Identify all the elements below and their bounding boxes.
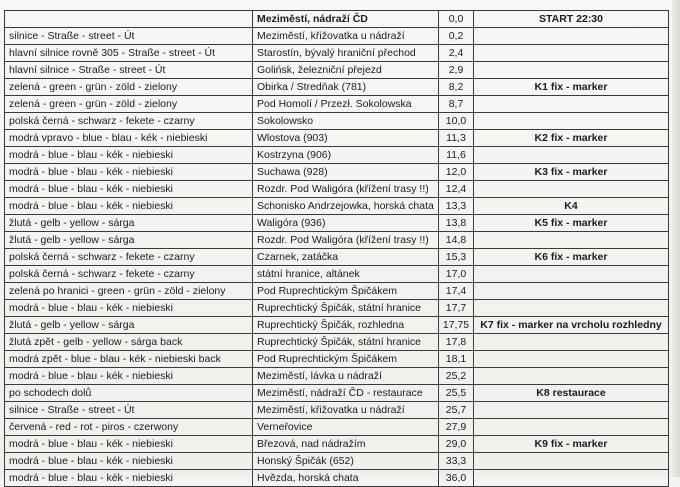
route-cell: hlavní silnice rovně 305 - Straße - street - Út	[5, 45, 253, 62]
route-cell: modrá vpravo - blue - blau - kék - niebieski	[5, 130, 253, 147]
distance-cell: 2,9	[439, 62, 474, 79]
checkpoint-cell	[474, 45, 669, 62]
place-cell: Sokolowsko	[253, 113, 439, 130]
place-cell: Meziměstí, křižovatka u nádraží	[253, 402, 439, 419]
table-row	[5, 181, 669, 198]
place-cell: Meziměstí, nádraží ČD - restaurace	[253, 385, 439, 402]
route-cell: po schodech dolů	[5, 385, 253, 402]
route-cell: modrá - blue - blau - kék - niebieski	[5, 453, 253, 470]
distance-cell: 12,0	[439, 164, 474, 181]
distance-cell: 17,4	[439, 283, 474, 300]
checkpoint-cell	[474, 419, 669, 436]
route-cell: modrá - blue - blau - kék - niebieski	[5, 164, 253, 181]
route-cell: modrá - blue - blau - kék - niebieski	[5, 300, 253, 317]
checkpoint-cell	[474, 402, 669, 419]
distance-cell: 14,8	[439, 232, 474, 249]
checkpoint-cell	[474, 283, 669, 300]
table-row	[5, 130, 669, 147]
place-cell: Obirka / Stredňak (781)	[253, 79, 439, 96]
distance-cell: 11,6	[439, 147, 474, 164]
distance-cell: 25,2	[439, 368, 474, 385]
distance-cell: 18,1	[439, 351, 474, 368]
route-cell: modrá - blue - blau - kék - niebieski	[5, 436, 253, 453]
route-cell: modrá - blue - blau - kék - niebieski	[5, 198, 253, 215]
distance-cell: 10,0	[439, 113, 474, 130]
route-cell: silnice - Straße - street - Út	[5, 28, 253, 45]
route-cell: polská černá - schwarz - fekete - czarny	[5, 249, 253, 266]
table-row	[5, 351, 669, 368]
table-row	[5, 249, 669, 266]
place-cell: Meziměstí, lávka u nádraží	[253, 368, 439, 385]
checkpoint-cell: K1 fix - marker	[474, 79, 669, 96]
checkpoint-cell	[474, 300, 669, 317]
table-row	[5, 266, 669, 283]
distance-cell: 17,8	[439, 334, 474, 351]
place-cell: Starostín, bývalý hraniční přechod	[253, 45, 439, 62]
distance-cell: 8,7	[439, 96, 474, 113]
table-row	[5, 419, 669, 436]
checkpoint-cell	[474, 470, 669, 487]
distance-cell: 12,4	[439, 181, 474, 198]
checkpoint-cell: K2 fix - marker	[474, 130, 669, 147]
table-row	[5, 385, 669, 402]
route-cell: žlutá - gelb - yellow - sárga	[5, 317, 253, 334]
distance-cell: 25,5	[439, 385, 474, 402]
distance-cell: 0,0	[439, 11, 474, 28]
checkpoint-cell: K9 fix - marker	[474, 436, 669, 453]
distance-cell: 0,2	[439, 28, 474, 45]
table-row	[5, 334, 669, 351]
table-row	[5, 402, 669, 419]
route-cell: žlutá - gelb - yellow - sárga	[5, 215, 253, 232]
route-cell: hlavní silnice - Straße - street - Út	[5, 62, 253, 79]
checkpoint-cell	[474, 368, 669, 385]
table-row	[5, 147, 669, 164]
checkpoint-cell: K5 fix - marker	[474, 215, 669, 232]
place-cell: Meziměstí, křižovatka u nádraží	[253, 28, 439, 45]
checkpoint-cell: K6 fix - marker	[474, 249, 669, 266]
checkpoint-cell	[474, 62, 669, 79]
place-cell: Rozdr. Pod Waligóra (křížení trasy !!)	[253, 181, 439, 198]
distance-cell: 29,0	[439, 436, 474, 453]
checkpoint-cell	[474, 334, 669, 351]
distance-cell: 17,75	[439, 317, 474, 334]
table-row	[5, 470, 669, 487]
place-cell: Kostrzyna (906)	[253, 147, 439, 164]
route-cell: modrá - blue - blau - kék - niebieski	[5, 470, 253, 487]
checkpoint-cell: START 22:30	[474, 11, 669, 28]
table-row	[5, 113, 669, 130]
checkpoint-cell	[474, 266, 669, 283]
place-cell: Pod Ruprechtickým Špičákem	[253, 351, 439, 368]
checkpoint-cell	[474, 232, 669, 249]
distance-cell: 13,3	[439, 198, 474, 215]
checkpoint-cell	[474, 113, 669, 130]
distance-cell: 11,3	[439, 130, 474, 147]
table-row	[5, 198, 669, 215]
route-cell: zelená - green - grün - zöld - zielony	[5, 79, 253, 96]
checkpoint-cell	[474, 351, 669, 368]
checkpoint-cell	[474, 96, 669, 113]
route-cell: zelená po hranici - green - grün - zöld - zielony	[5, 283, 253, 300]
route-cell: modrá - blue - blau - kék - niebieski	[5, 368, 253, 385]
place-cell: státní hranice, altánek	[253, 266, 439, 283]
route-cell: polská černá - schwarz - fekete - czarny	[5, 113, 253, 130]
table-row	[5, 45, 669, 62]
place-cell: Golińsk, železniční přejezd	[253, 62, 439, 79]
place-cell: Meziměstí, nádraží ČD	[253, 11, 439, 28]
table-row	[5, 28, 669, 45]
place-cell: Rozdr. Pod Waligóra (křížení trasy !!)	[253, 232, 439, 249]
place-cell: Ruprechtický Špičák, státní hranice	[253, 300, 439, 317]
place-cell: Waligóra (936)	[253, 215, 439, 232]
checkpoint-cell: K4	[474, 198, 669, 215]
distance-cell: 17,0	[439, 266, 474, 283]
route-cell: modrá zpět - blue - blau - kék - niebieski back	[5, 351, 253, 368]
route-cell: modrá - blue - blau - kék - niebieski	[5, 147, 253, 164]
distance-cell: 36,0	[439, 470, 474, 487]
place-cell: Wlostova (903)	[253, 130, 439, 147]
table-row	[5, 96, 669, 113]
distance-cell: 33,3	[439, 453, 474, 470]
table-header-row	[5, 11, 669, 28]
route-cell: žlutá zpět - gelb - yellow - sárga back	[5, 334, 253, 351]
table-row	[5, 368, 669, 385]
table-row	[5, 79, 669, 96]
distance-cell: 17,7	[439, 300, 474, 317]
place-cell: Suchawa (928)	[253, 164, 439, 181]
page-edge	[672, 0, 680, 477]
distance-cell: 13,8	[439, 215, 474, 232]
checkpoint-cell: K3 fix - marker	[474, 164, 669, 181]
table-row	[5, 164, 669, 181]
route-cell: polská černá - schwarz - fekete - czarny	[5, 266, 253, 283]
place-cell: Ruprechtický Špičák, rozhledna	[253, 317, 439, 334]
distance-cell: 27,9	[439, 419, 474, 436]
distance-cell: 25,7	[439, 402, 474, 419]
distance-cell: 2,4	[439, 45, 474, 62]
table-row	[5, 283, 669, 300]
place-cell: Ruprechtický Špičák, státní hranice	[253, 334, 439, 351]
place-cell: Czarnek, zatáčka	[253, 249, 439, 266]
route-cell: zelená - green - grün - zöld - zielony	[5, 96, 253, 113]
table-row	[5, 232, 669, 249]
route-cell: žlutá - gelb - yellow - sárga	[5, 232, 253, 249]
route-cell	[5, 11, 253, 28]
route-cell: modrá - blue - blau - kék - niebieski	[5, 181, 253, 198]
table-row	[5, 317, 669, 334]
checkpoint-cell: K8 restaurace	[474, 385, 669, 402]
distance-cell: 8,2	[439, 79, 474, 96]
distance-cell: 15,3	[439, 249, 474, 266]
place-cell: Pod Homolí / Przezł. Sokolowska	[253, 96, 439, 113]
place-cell: Verneřovice	[253, 419, 439, 436]
table-row	[5, 300, 669, 317]
route-table	[4, 10, 669, 487]
table-row	[5, 436, 669, 453]
table-row	[5, 215, 669, 232]
checkpoint-cell	[474, 147, 669, 164]
route-cell: červená - red - rot - piros - czerwony	[5, 419, 253, 436]
checkpoint-cell: K7 fix - marker na vrcholu rozhledny	[474, 317, 669, 334]
place-cell: Pod Ruprechtickým Špičákem	[253, 283, 439, 300]
route-cell: silnice - Straße - street - Út	[5, 402, 253, 419]
place-cell: Hvězda, horská chata	[253, 470, 439, 487]
table-row	[5, 453, 669, 470]
place-cell: Březová, nad nádražím	[253, 436, 439, 453]
place-cell: Schonisko Andrzejowka, horská chata	[253, 198, 439, 215]
checkpoint-cell	[474, 453, 669, 470]
table-row	[5, 62, 669, 79]
place-cell: Honský Špičák (652)	[253, 453, 439, 470]
checkpoint-cell	[474, 181, 669, 198]
checkpoint-cell	[474, 28, 669, 45]
